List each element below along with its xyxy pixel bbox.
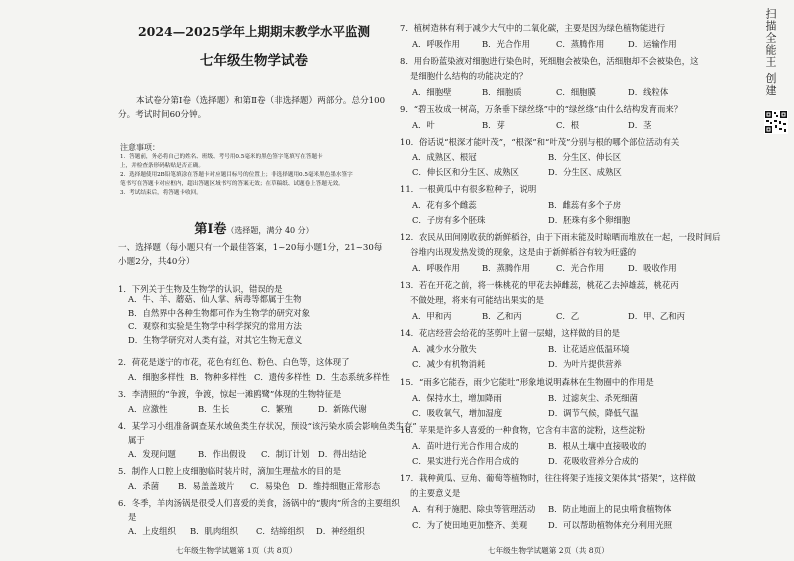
option: A．苗叶进行光合作用合成的: [412, 441, 519, 451]
option: B．根从土壤中直接吸收的: [548, 441, 647, 451]
option: B．雌蕊有多个子房: [548, 200, 622, 210]
option: D．调节气候，降低气温: [548, 408, 639, 418]
notice-line: 上，并检查条形码粘贴是否正确。: [120, 162, 204, 169]
option: B．肌肉组织: [190, 526, 239, 536]
page-footer: 七年级生物学试题第 1页（共 8页）: [176, 546, 297, 555]
option: D．甲、乙和丙: [628, 311, 685, 321]
option: C．易染色: [250, 481, 290, 491]
option: A．减少水分散失: [412, 344, 477, 354]
option: C．吸收氧气，增加湿度: [412, 408, 503, 418]
option: B．自然界中各种生物都可作为生物学的研究对象: [128, 307, 311, 318]
option: D．胚珠有多个卵细胞: [548, 215, 631, 225]
option: C．遗传多样性: [254, 372, 311, 382]
question-13: 13．若在开花之前，将一株桃花的甲花去掉雌蕊，桃花乙去掉雄蕊，桃花丙: [400, 280, 679, 290]
option: C．繁殖: [261, 404, 293, 414]
option: A．细胞多样性: [128, 372, 185, 382]
option: A．细胞壁: [412, 87, 452, 97]
option: D．生物学研究对人类有益，对其它生物无意义: [128, 334, 303, 345]
option: D．新陈代谢: [318, 404, 367, 414]
question-12-cont: 谷堆内出现发热发烫的现象，这是由于新鲜稻谷有较为旺盛的: [410, 247, 637, 257]
option: C．果实进行光合作用合成的: [412, 456, 519, 466]
option: A．杀菌: [128, 481, 160, 491]
option: B．乙和丙: [482, 311, 522, 321]
option: C．结缔组织: [256, 526, 305, 536]
question-7: 7．植树造林有利于减少大气中的二氧化碳，主要是因为绿色植物能进行: [400, 23, 665, 33]
watermark-text: 扫描全能王 创建: [764, 8, 777, 97]
exam-subtitle: 七年级生物学试卷: [200, 53, 308, 69]
option: C．蒸腾作用: [556, 39, 605, 49]
notice-line: 笔书写在答题卡对应框内，超出答题区域书写的答案无效；在草稿纸、试题卷上答题无效。: [120, 180, 344, 187]
question-10: 10．俗话说“根深才能叶茂”，“根深”和“叶茂”分别与根的哪个部位活动有关: [400, 137, 680, 147]
question-5: 5．制作人口腔上皮细胞临时装片时，滴加生理盐水的目的是: [118, 466, 342, 476]
option: B．分生区、伸长区: [548, 152, 622, 162]
option: D．为叶片提供营养: [548, 359, 622, 369]
question-6: 6．冬季，羊肉汤锅是很受人们喜爱的美食，汤锅中的“腹肉”所含的主要组织: [118, 498, 400, 508]
question-17: 17．栽种黄瓜、豆角、葡萄等植物时，往往将架子连接文架体其“搭架”，这样做: [400, 473, 696, 483]
option: B．易盖盖玻片: [178, 481, 235, 491]
question-13-cont: 不做处理，将来有可能结出果实的是: [410, 295, 544, 305]
question-12: 12．农民从田间刚收获的新鲜稻谷，由于下雨未能及时晾晒而堆放在一起，一段时间后: [400, 232, 721, 242]
question-2: 2．荷花是遂宁的市花，花色有红色、粉色、白色等，这体现了: [118, 357, 350, 367]
option: A．有利于施肥、除虫等管理活动: [412, 504, 536, 514]
option: D．线粒体: [628, 87, 669, 97]
left-page: [118, 0, 417, 561]
question-15: 15．“雨多它能吞，雨少它能吐”形象地说明森林在生物圈中的作用是: [400, 377, 654, 387]
notice-line: 1．答题前，务必将自己的姓名、班级、考号用0.5毫米的黑色签字笔填写在答题卡: [120, 154, 323, 160]
page-footer: 七年级生物学试题第 2页（共 8页）: [488, 546, 609, 555]
option: A．叶: [412, 120, 435, 130]
section-subtitle: （选择题，满分 40 分）: [226, 226, 314, 235]
option: D．维持细胞正常形态: [298, 481, 381, 491]
question-17-cont: 的主要意义是: [410, 488, 461, 498]
question-9: 9．“碧玉妆成一树高，万条垂下绿丝绦”中的“绿丝绦”由什么结构发育而来？: [400, 104, 683, 114]
option: B．防止地面上的昆虫啃食植物体: [548, 504, 672, 514]
option: C．光合作用: [556, 263, 605, 273]
option: A．应激性: [128, 404, 168, 414]
section-title: [118, 218, 390, 237]
notice-line: 3．考试结束后，将答题卡收回。: [120, 189, 202, 196]
option: C．制订计划: [261, 449, 310, 459]
question-1: 1．下列关于生物及生物学的认识，错误的是: [118, 284, 283, 294]
option: A．保持水土，增加降雨: [412, 393, 502, 403]
exam-title: 2024—2025学年上期期末教学水平监测: [137, 24, 371, 39]
option: A．呼吸作用: [412, 263, 460, 273]
question-6-cont: 是: [128, 512, 137, 522]
right-page: [400, 0, 743, 561]
option: D．吸收作用: [628, 263, 677, 273]
option: B．芽: [482, 120, 505, 130]
section-instructions: 一、选择题（每小题只有一个最佳答案，1~20每小题1分，21~30每小题2分，共40分）: [118, 243, 383, 267]
question-1-options: [128, 293, 310, 347]
question-3: 3．李清照的“争渡，争渡，惊起一滩鸥鹭”体现的生物特征是: [118, 389, 342, 399]
section-name: 第Ⅰ卷: [194, 222, 227, 237]
question-14: 14．花店经营会给花的茎剪叶上留一层蜡，这样做的目的是: [400, 328, 621, 338]
option: C．根: [556, 120, 580, 130]
option: B．作出假设: [198, 449, 247, 459]
option: D．花吸收营养分合成的: [548, 456, 639, 466]
option: C．观察和实验是生物学中科学探究的常用方法: [128, 321, 302, 332]
option: D．茎: [628, 120, 652, 130]
option: B．细胞质: [482, 87, 522, 97]
option: A．牛、羊、蘑菇、仙人掌、病毒等都属于生物: [128, 294, 302, 304]
option: B．物种多样性: [190, 372, 247, 382]
question-16: 16．苹果是许多人喜爱的一种食物，它含有丰富的淀粉，这些淀粉: [400, 425, 646, 435]
notice-line: 2．选择题使用2B铅笔填涂在答题卡对应题目标号的位置上；非选择题用0.5毫米黑色墨水签字: [120, 171, 353, 178]
option: D．运输作用: [628, 39, 677, 49]
option: A．甲和丙: [412, 311, 452, 321]
option: A．上皮组织: [128, 526, 176, 536]
qr-code-icon: [764, 110, 788, 134]
option: A．成熟区、根冠: [412, 152, 477, 162]
exam-intro: 本试卷分第Ⅰ卷（选择题）和第Ⅱ卷（非选择题）两部分。总分100分。考试时间60分钟。: [118, 96, 386, 120]
question-4: 4．某学习小组准备调查某水域鱼类生存状况，预设“该污染水质会影响鱼类生存”: [118, 421, 417, 431]
option: D．分生区、成熟区: [548, 167, 622, 177]
option: C．细胞膜: [556, 87, 596, 97]
notice-heading: 注意事项：: [120, 143, 160, 152]
option: C．子房有多个胚珠: [412, 215, 486, 225]
notice-list: [120, 153, 390, 198]
option: D．可以帮助植物体充分利用光照: [548, 520, 672, 530]
option: C．减少有机物消耗: [412, 359, 486, 369]
option: A．呼吸作用: [412, 39, 460, 49]
option: B．过滤灰尘、杀死细菌: [548, 393, 638, 403]
option: D．生态系统多样性: [316, 372, 390, 382]
question-4-cont: 属于: [128, 435, 145, 445]
scanner-watermark: [760, 8, 788, 168]
question-11: 11．一根黄瓜中有很多粒种子，说明: [400, 184, 537, 194]
option: D．神经组织: [316, 526, 365, 536]
option: B．让花适应低温环境: [548, 344, 630, 354]
option: B．光合作用: [482, 39, 531, 49]
question-8: 8．用台盼蓝染液对细胞进行染色时，死细胞会被染色，活细胞却不会被染色，这: [400, 56, 699, 66]
option: C．为了使田地更加整齐、美观: [412, 520, 528, 530]
option: C．伸长区和分生区、成熟区: [412, 167, 519, 177]
option: C．乙: [556, 311, 580, 321]
question-8-cont: 是细胞什么结构的功能决定的？: [410, 71, 528, 81]
option: D．得出结论: [318, 449, 367, 459]
option: A．发现问题: [128, 449, 176, 459]
option: A．花有多个雌蕊: [412, 200, 477, 210]
option: B．蒸腾作用: [482, 263, 531, 273]
option: B．生长: [198, 404, 230, 414]
